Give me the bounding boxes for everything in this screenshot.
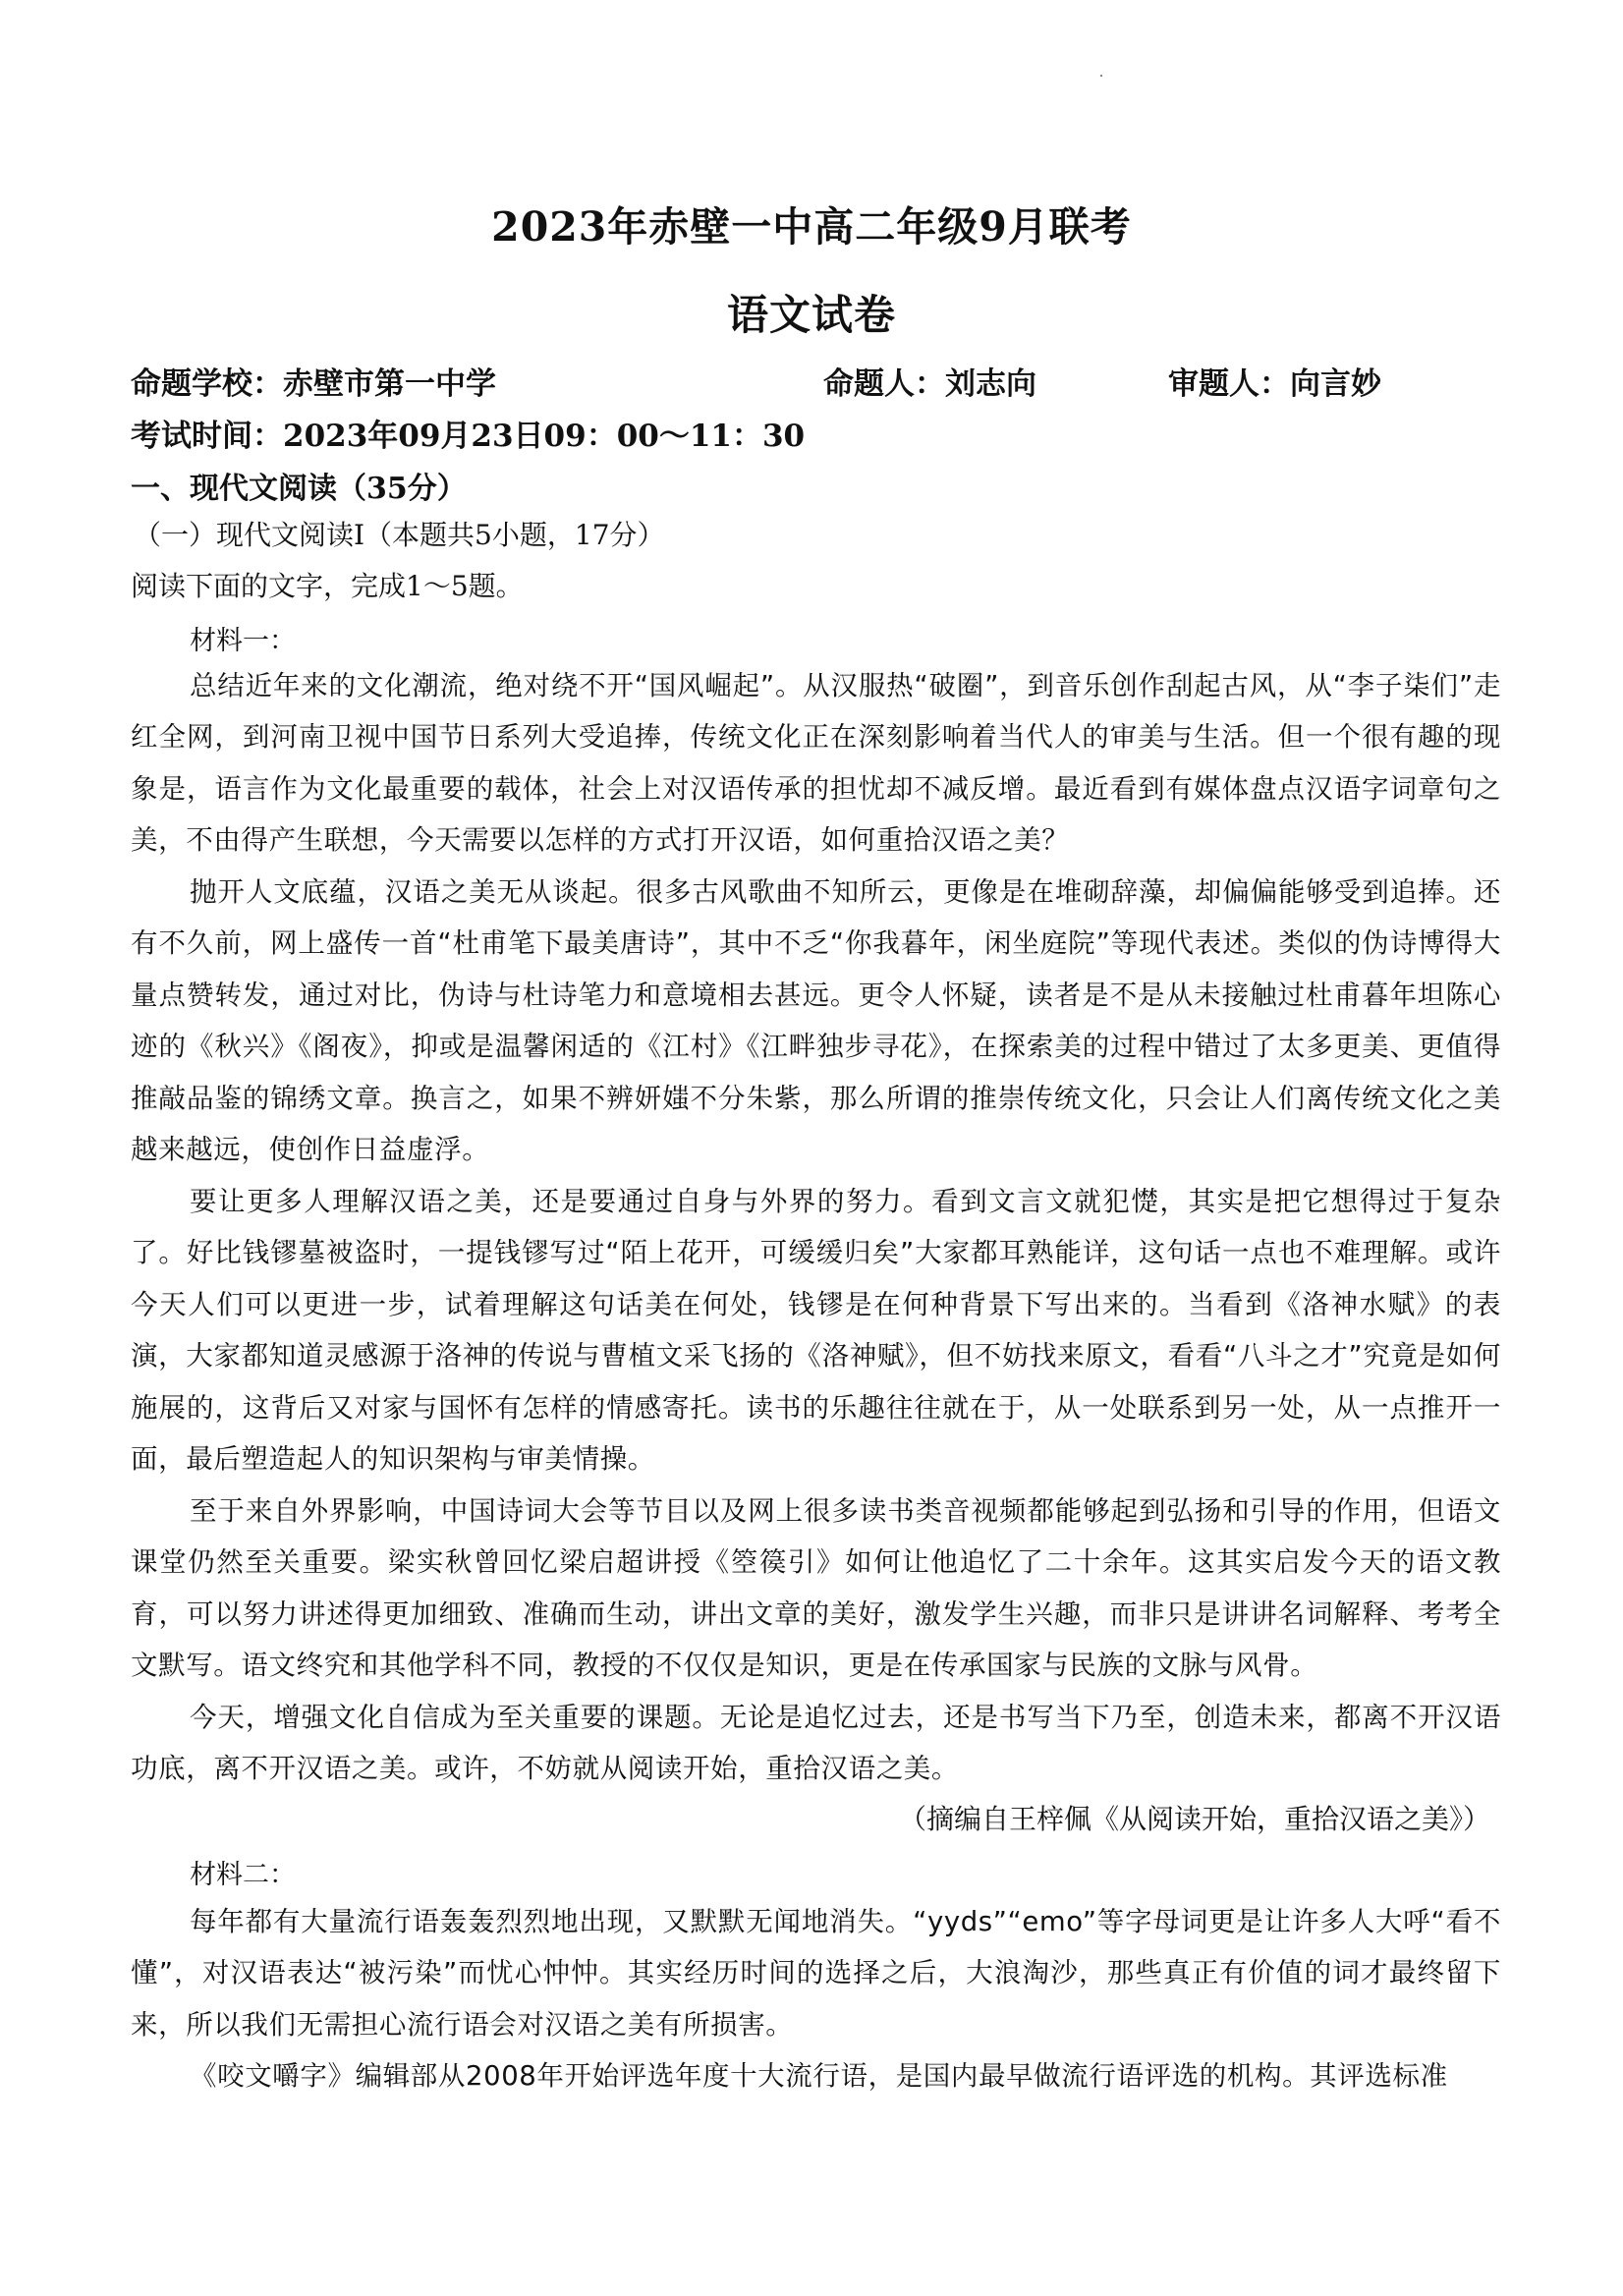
material-one-label: 材料一： [190, 626, 296, 656]
reviewer-info: 审题人：向言妙 [1168, 366, 1381, 402]
material-two-label: 材料二： [190, 1860, 296, 1890]
material-one-paragraph: 至于来自外界影响，中国诗词大会等节目以及网上很多读书类音视频都能够起到弘扬和引导的作用，但语文课堂仍然至关重要。梁实秋曾回忆梁启超讲授《箜篌引》如何让他追忆了二十余年。这其实启发今天的语文教育，可以努力讲述得更加细致、准确而生动，讲出文章的美好，激发学生兴趣，而非只是讲讲名词解释、考考全文默写。语文终究和其他学科不同，教授的不仅仅是知识，更是在传承国家与民族的文脉与风骨。 [131, 1495, 1501, 1682]
exam-title: 2023年赤壁一中高二年级9月联考 [491, 203, 1132, 251]
exam-time: 考试时间：2023年09月23日09：00～11：30 [131, 419, 806, 454]
material-one-paragraph: 抛开人文底蕴，汉语之美无从谈起。很多古风歌曲不知所云，更像是在堆砌辞藻，却偏偏能够受到追捧。还有不久前，网上盛传一首“杜甫笔下最美唐诗”，其中不乏“你我暮年，闲坐庭院”等现代表述。类似的伪诗博得大量点赞转发，通过对比，伪诗与杜诗笔力和意境相去甚远。更令人怀疑，读者是不是从未接触过杜甫暮年坦陈心迹的《秋兴》《阁夜》，抑或是温馨闲适的《江村》《江畔独步寻花》，在探索美的过程中错过了太多更美、更值得推敲品鉴的锦绣文章。换言之，如果不辨妍媸不分朱紫，那么所谓的推崇传统文化，只会让人们离传统文化之美越来越远，使创作日益虚浮。 [131, 876, 1501, 1166]
reading-instruction: 阅读下面的文字，完成1～5题。 [131, 570, 524, 602]
material-two-paragraph: 《咬文嚼字》编辑部从2008年开始评选年度十大流行语，是国内最早做流行语评选的机构。其评选标准 [190, 2060, 1448, 2092]
material-one-source: （摘编自王梓佩《从阅读开始，重拾汉语之美》） [898, 1803, 1490, 1835]
author-info: 命题人：刘志向 [823, 366, 1036, 402]
school-info: 命题学校：赤壁市第一中学 [131, 366, 496, 402]
material-two-paragraph: 每年都有大量流行语轰轰烈烈地出现，又默默无闻地消失。“yyds”“emo”等字母词更是让许多人大呼“看不懂”，对汉语表达“被污染”而忧心忡忡。其实经历时间的选择之后，大浪淘沙，那些真正有价值的词才最终留下来，所以我们无需担心流行语会对汉语之美有所损害。 [131, 1906, 1501, 2041]
section-heading: 一、现代文阅读（35分） [131, 472, 467, 506]
sub-section-heading: （一）现代文阅读Ⅰ（本题共5小题，17分） [134, 519, 665, 551]
exam-subtitle: 语文试卷 [726, 291, 896, 339]
material-one-paragraph: 要让更多人理解汉语之美，还是要通过自身与外界的努力。看到文言文就犯憷，其实是把它想得过于复杂了。好比钱镠墓被盗时，一提钱镠写过“陌上花开，可缓缓归矣”大家都耳熟能详，这句话一点也不难理解。或许今天人们可以更进一步，试着理解这句话美在何处，钱镠是在何种背景下写出来的。当看到《洛神水赋》的表演，大家都知道灵感源于洛神的传说与曹植文采飞扬的《洛神赋》，但不妨找来原文，看看“八斗之才”究竟是如何施展的，这背后又对家与国怀有怎样的情感寄托。读书的乐趣往往就在于，从一处联系到另一处，从一点推开一面，最后塑造起人的知识架构与审美情操。 [131, 1186, 1501, 1476]
material-one-paragraph: 今天，增强文化自信成为至关重要的课题。无论是追忆过去，还是书写当下乃至，创造未来，都离不开汉语功底，离不开汉语之美。或许，不妨就从阅读开始，重拾汉语之美。 [131, 1702, 1501, 1785]
material-one-paragraph: 总结近年来的文化潮流，绝对绕不开“国风崛起”。从汉服热“破圈”，到音乐创作刮起古风，从“李子柒们”走红全网，到河南卫视中国节日系列大受追捧，传统文化正在深刻影响着当代人的审美与生活。但一个很有趣的现象是，语言作为文化最重要的载体，社会上对汉语传承的担忧却不减反增。最近看到有媒体盘点汉语字词章句之美，不由得产生联想，今天需要以怎样的方式打开汉语，如何重拾汉语之美？ [131, 670, 1501, 857]
scan-speck [1100, 75, 1102, 77]
